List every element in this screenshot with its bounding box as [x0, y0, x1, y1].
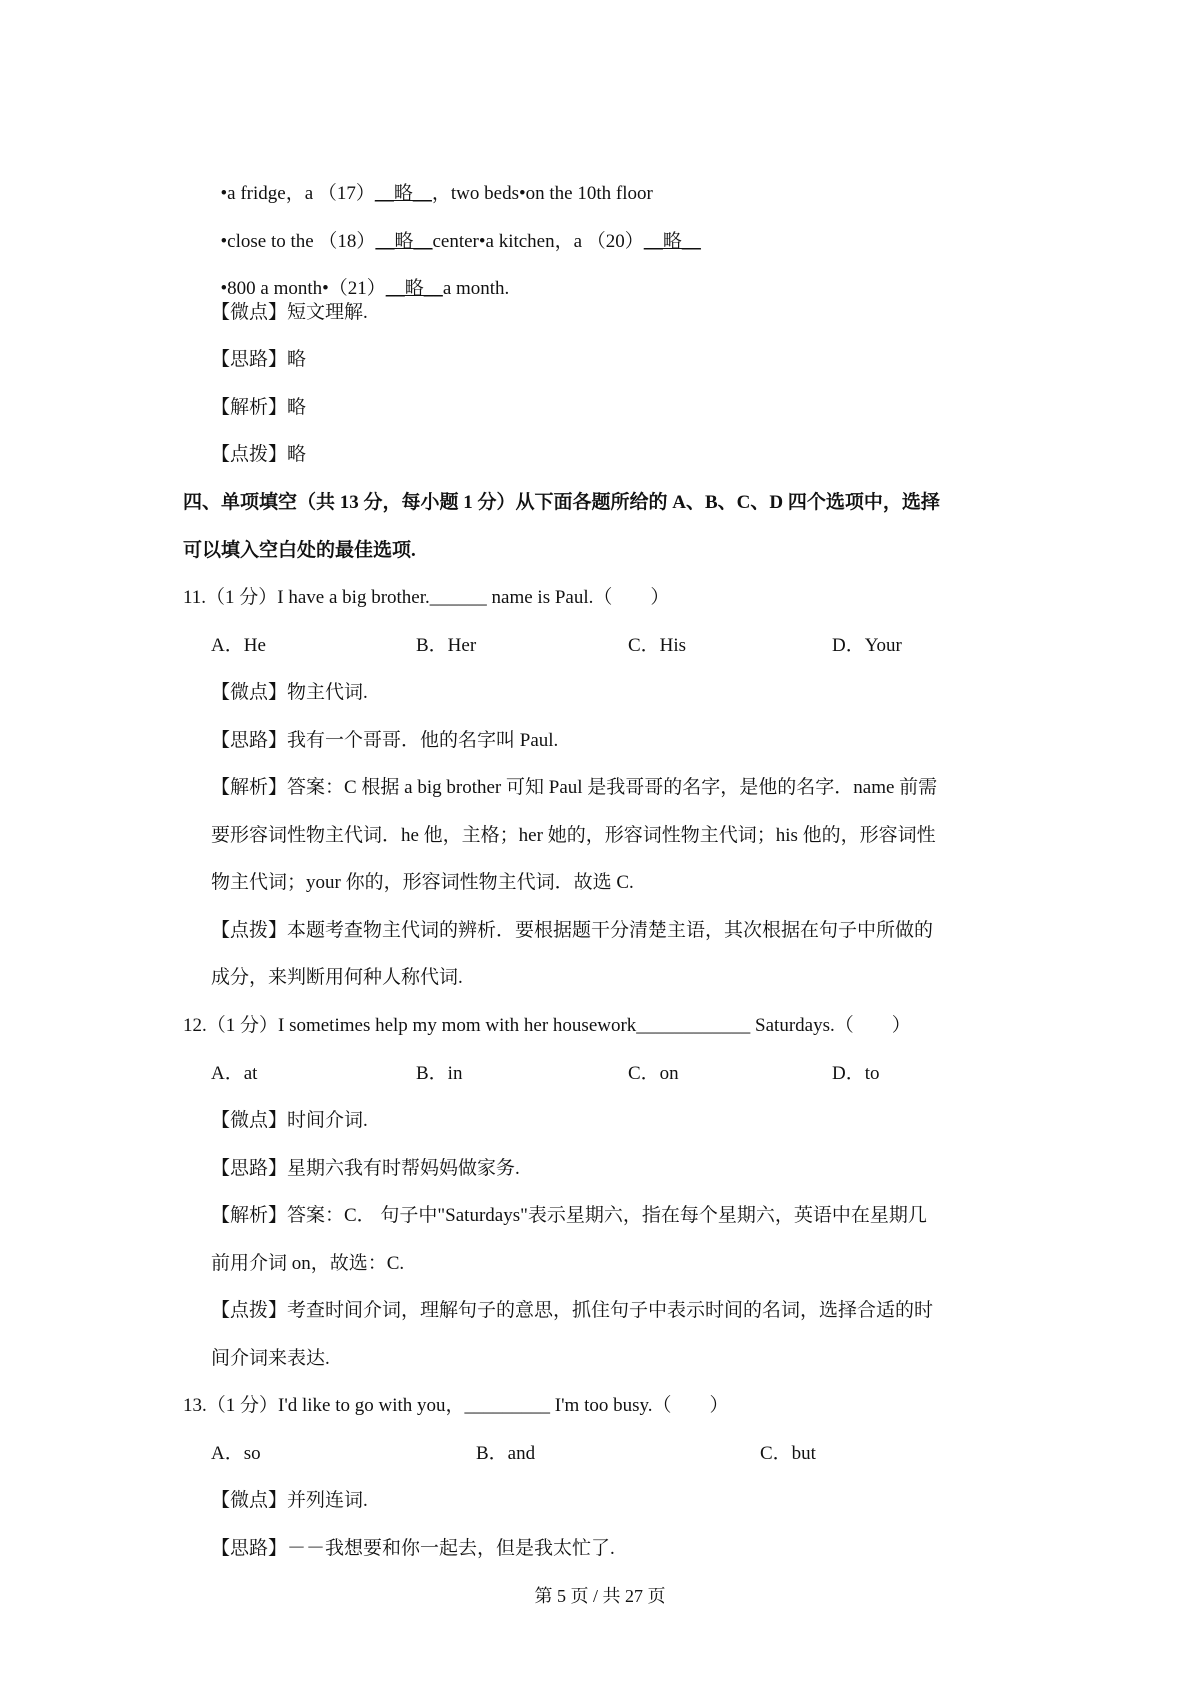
q11-option-c[interactable]: C．His — [628, 635, 687, 656]
line-text: •800 a month•（21） — [220, 278, 386, 299]
q13-option-c[interactable]: C．but — [760, 1443, 816, 1464]
analysis-silu: 【思路】略 — [211, 349, 307, 370]
line-text: •close to the （18） — [220, 231, 376, 252]
q13-silu: 【思路】－－我想要和你一起去，但是我太忙了. — [211, 1538, 615, 1559]
q12-jiexi-cont: 前用介词 on，故选：C. — [211, 1253, 405, 1274]
q12-option-a[interactable]: A．at — [211, 1063, 258, 1084]
q12-weidian: 【微点】时间介词. — [211, 1110, 368, 1131]
blank-answer: __略__ — [385, 278, 443, 299]
q12-dianbo-cont: 间介词来表达. — [211, 1348, 330, 1369]
line-text: center•a kitchen，a （20） — [432, 231, 644, 252]
blank-answer: __略__ — [374, 183, 432, 204]
page-footer: 第 5 页 / 共 27 页 — [534, 1586, 666, 1606]
fill-line-17 — [211, 158, 653, 206]
q11-silu: 【思路】我有一个哥哥．他的名字叫 Paul. — [211, 730, 559, 751]
question-12-stem: 12.（1 分）I sometimes help my mom with her housework____________ Saturdays.（ ） — [183, 1015, 911, 1036]
question-11-stem: 11.（1 分）I have a big brother.______ name is Paul.（ ） — [183, 587, 670, 608]
q11-weidian: 【微点】物主代词. — [211, 682, 368, 703]
q12-option-d[interactable]: D．to — [832, 1063, 880, 1084]
q13-option-a[interactable]: A．so — [211, 1443, 261, 1464]
section-heading-cont: 可以填入空白处的最佳选项. — [183, 540, 416, 561]
q12-dianbo: 【点拨】考查时间介词，理解句子的意思，抓住句子中表示时间的名词，选择合适的时 — [211, 1300, 934, 1321]
fill-line-21 — [211, 253, 509, 301]
blank-answer: __略__ — [643, 231, 701, 252]
fill-line-18-20 — [211, 206, 701, 254]
analysis-weidian: 【微点】短文理解. — [211, 302, 368, 323]
section-heading: 四、单项填空（共 13 分，每小题 1 分）从下面各题所给的 A、B、C、D 四个选项中，选择 — [183, 492, 940, 513]
blank-answer: __略__ — [375, 231, 433, 252]
q11-option-a[interactable]: A．He — [211, 635, 266, 656]
analysis-jiexi: 【解析】略 — [211, 397, 307, 418]
q13-option-b[interactable]: B．and — [476, 1443, 536, 1464]
q11-dianbo: 【点拨】本题考查物主代词的辨析．要根据题干分清楚主语，其次根据在句子中所做的 — [211, 920, 934, 941]
q11-jiexi: 【解析】答案：C 根据 a big brother 可知 Paul 是我哥哥的名字，是他的名字．name 前需 — [211, 777, 938, 798]
q12-option-b[interactable]: B．in — [416, 1063, 463, 1084]
line-text: ，two beds•on the 10th floor — [431, 183, 653, 204]
q12-silu: 【思路】星期六我有时帮妈妈做家务. — [211, 1158, 520, 1179]
q12-option-c[interactable]: C．on — [628, 1063, 679, 1084]
line-text: •a fridge，a （17） — [220, 183, 375, 204]
q11-option-b[interactable]: B．Her — [416, 635, 477, 656]
q11-dianbo-cont: 成分，来判断用何种人称代词. — [211, 967, 463, 988]
analysis-dianbo: 【点拨】略 — [211, 444, 307, 465]
q11-jiexi-cont2: 物主代词；your 你的，形容词性物主代词．故选 C. — [211, 872, 634, 893]
q11-jiexi-cont: 要形容词性物主代词．he 他，主格；her 她的，形容词性物主代词；his 他的，形容词性 — [211, 825, 936, 846]
q12-jiexi: 【解析】答案：C． 句子中"Saturdays"表示星期六，指在每个星期六，英语中在星期几 — [211, 1205, 927, 1226]
q13-weidian: 【微点】并列连词. — [211, 1490, 368, 1511]
question-13-stem: 13.（1 分）I'd like to go with you，_________ I'm too busy.（ ） — [183, 1395, 729, 1416]
q11-option-d[interactable]: D．Your — [832, 635, 902, 656]
line-text: a month. — [442, 278, 510, 299]
